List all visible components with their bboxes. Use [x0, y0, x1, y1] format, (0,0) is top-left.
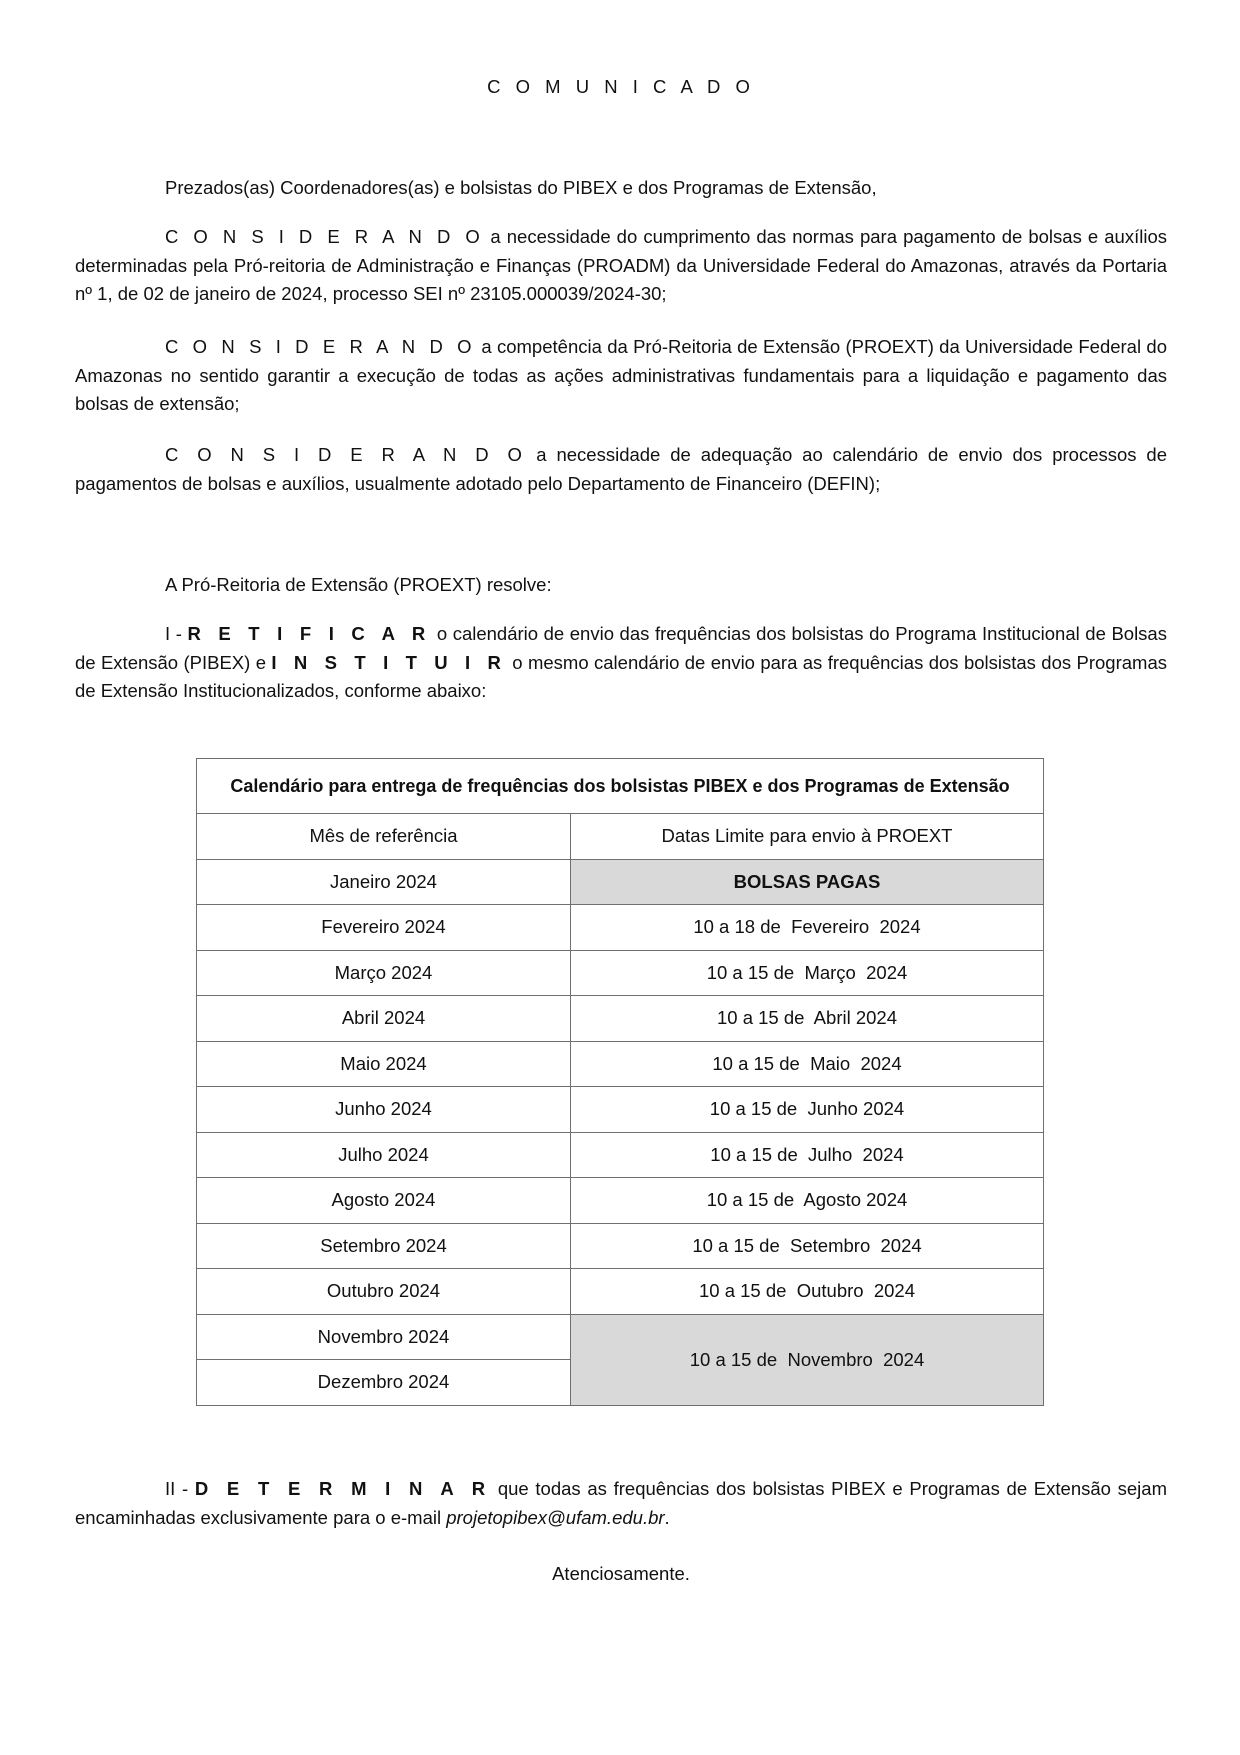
- table-row: [197, 859, 1044, 905]
- table-row: [197, 996, 1044, 1042]
- item-prefix: I -: [165, 623, 188, 644]
- deadline-cell: 10 a 15 de Junho 2024: [571, 1087, 1044, 1133]
- month-cell: Junho 2024: [197, 1087, 571, 1133]
- deadline-cell: 10 a 18 de Fevereiro 2024: [571, 905, 1044, 951]
- considerando-3: [75, 441, 1167, 498]
- table-row: [197, 1223, 1044, 1269]
- table-row: [197, 950, 1044, 996]
- considerando-2: [75, 333, 1167, 419]
- item-prefix: II -: [165, 1478, 195, 1499]
- month-cell: Outubro 2024: [197, 1269, 571, 1315]
- table-row: [197, 1132, 1044, 1178]
- table-row: [197, 1269, 1044, 1315]
- considerando-keyword: C O N S I D E R A N D O: [165, 444, 527, 465]
- resolve-statement: A Pró-Reitoria de Extensão (PROEXT) resolve:: [165, 574, 552, 595]
- item-2-determinar: [75, 1475, 1167, 1532]
- month-cell: Setembro 2024: [197, 1223, 571, 1269]
- month-cell: Agosto 2024: [197, 1178, 571, 1224]
- item-text: que todas as frequências dos bolsistas PIBEX e Programas de Extensão sejam encaminhadas exclusivamente para o e-mail: [75, 1478, 1167, 1528]
- closing-salutation: Atenciosamente.: [552, 1563, 690, 1584]
- table-caption: Calendário para entrega de frequências dos bolsistas PIBEX e dos Programas de Extensão: [197, 759, 1044, 814]
- deadline-cell: 10 a 15 de Setembro 2024: [571, 1223, 1044, 1269]
- item-text: o mesmo calendário de envio para as frequências dos bolsistas dos Programas de Extensão Institucionalizados, conforme abaixo:: [75, 651, 1167, 701]
- month-cell: Dezembro 2024: [197, 1360, 571, 1406]
- deadline-cell-merged: 10 a 15 de Novembro 2024: [571, 1314, 1044, 1405]
- email-link[interactable]: projetopibex@ufam.edu.br: [446, 1506, 665, 1528]
- month-cell: Fevereiro 2024: [197, 905, 571, 951]
- column-header-deadline: Datas Limite para envio à PROEXT: [571, 814, 1044, 860]
- month-cell: Maio 2024: [197, 1041, 571, 1087]
- salutation: Prezados(as) Coordenadores(as) e bolsistas do PIBEX e dos Programas de Extensão,: [165, 177, 877, 198]
- month-cell: Janeiro 2024: [197, 859, 571, 905]
- month-cell: Novembro 2024: [197, 1314, 571, 1360]
- deadline-cell: 10 a 15 de Abril 2024: [571, 996, 1044, 1042]
- calendar-table: [196, 758, 1044, 1406]
- considerando-text: a competência da Pró-Reitoria de Extensão (PROEXT) da Universidade Federal do Amazonas no sentido garantir a execução de todas as ações administrativas fundamentais para a liquidação e pagamento das bolsas de extensão;: [75, 336, 1167, 414]
- document-title: C O M U N I C A D O: [487, 76, 755, 97]
- keyword-instituir: I N S T I T U I R: [271, 651, 507, 673]
- month-cell: Julho 2024: [197, 1132, 571, 1178]
- table-row: [197, 1087, 1044, 1133]
- table-caption-row: [197, 759, 1044, 814]
- column-header-month: Mês de referência: [197, 814, 571, 860]
- keyword-determinar: D E T E R M I N A R: [194, 1478, 492, 1499]
- keyword-retificar: R E T I F I C A R: [187, 623, 432, 644]
- considerando-keyword: C O N S I D E R A N D O: [165, 336, 477, 357]
- deadline-cell: 10 a 15 de Março 2024: [571, 950, 1044, 996]
- table-row: [197, 1178, 1044, 1224]
- table-header-row: [197, 814, 1044, 860]
- item-1-retificar: [75, 620, 1167, 706]
- table-row: [197, 1314, 1044, 1360]
- table-row: [197, 905, 1044, 951]
- item-end: .: [664, 1506, 670, 1528]
- deadline-cell: 10 a 15 de Outubro 2024: [571, 1269, 1044, 1315]
- month-cell: Março 2024: [197, 950, 571, 996]
- deadline-cell: 10 a 15 de Agosto 2024: [571, 1178, 1044, 1224]
- deadline-cell: 10 a 15 de Maio 2024: [571, 1041, 1044, 1087]
- table-row: [197, 1041, 1044, 1087]
- considerando-1: [75, 223, 1167, 309]
- deadline-cell: BOLSAS PAGAS: [571, 859, 1044, 905]
- considerando-keyword: C O N S I D E R A N D O: [165, 226, 485, 247]
- deadline-cell: 10 a 15 de Julho 2024: [571, 1132, 1044, 1178]
- considerando-text: a necessidade de adequação ao calendário de envio dos processos de pagamentos de bolsas e auxílios, usualmente adotado pelo Departamento de Financeiro (DEFIN);: [75, 444, 1167, 494]
- item-text: o calendário de envio das frequências dos bolsistas do Programa Institucional de Bolsas de Extensão (PIBEX) e: [75, 623, 1167, 673]
- month-cell: Abril 2024: [197, 996, 571, 1042]
- considerando-text: a necessidade do cumprimento das normas para pagamento de bolsas e auxílios determinadas pela Pró-reitoria de Administração e Finanças (PROADM) da Universidade Federal do Amazonas, através da Portaria nº 1, de 02 de janeiro de 2024, processo SEI nº 23105.000039/2024-30;: [75, 226, 1167, 304]
